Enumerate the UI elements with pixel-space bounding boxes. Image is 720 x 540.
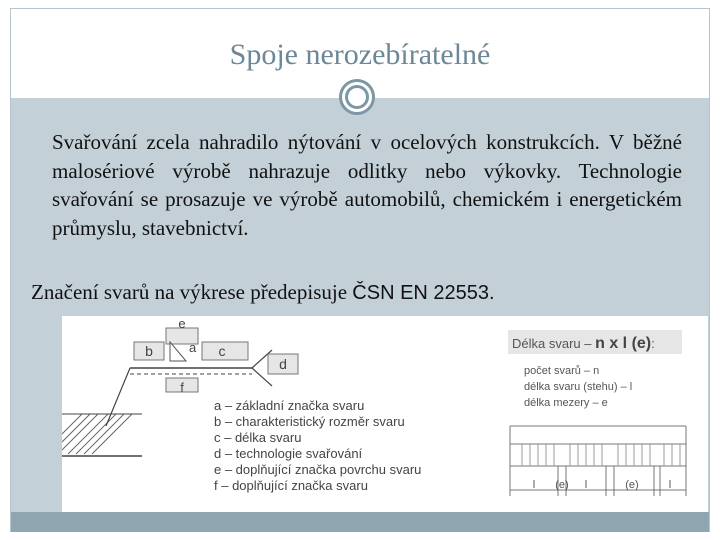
label-a: a (189, 340, 197, 355)
dim-l-2: l (584, 479, 588, 491)
label-f: f (180, 380, 184, 395)
label-b: b (145, 343, 153, 359)
dim-l-1: l (532, 479, 536, 491)
right-item-e: délka mezery – e (524, 397, 608, 409)
right-title-formula: n x l (e) (595, 335, 652, 352)
right-item-n: počet svarů – n (524, 365, 600, 377)
label-d: d (279, 356, 287, 372)
arrow-line (106, 368, 130, 426)
right-title-prefix: Délka svaru – (512, 336, 592, 351)
standard-name: ČSN EN 22553. (352, 282, 495, 304)
stitch-diagram (510, 426, 686, 496)
slide-title: Spoje nerozebíratelné (229, 38, 491, 71)
hatched-joint (62, 414, 142, 512)
right-title (512, 335, 655, 352)
weld-symbol-a (170, 342, 186, 361)
legend-item-a: a – základní značka svaru (214, 398, 365, 413)
legend-item-c: c – délka svaru (214, 430, 302, 445)
weld-figure-svg (62, 316, 708, 512)
right-item-l: délka svaru (stehu) – l (524, 381, 633, 393)
legend-item-f: f – doplňující značka svaru (214, 478, 368, 493)
legend-item-e: e – doplňující značka povrchu svaru (214, 462, 422, 477)
label-c: c (218, 343, 226, 359)
standard-line (31, 280, 495, 305)
divider-circle-inner-icon (345, 85, 369, 109)
label-e: e (178, 316, 186, 331)
dim-l-3: l (668, 479, 672, 491)
right-title-suffix: : (651, 336, 655, 351)
legend-item-d: d – technologie svařování (214, 446, 363, 461)
weld-symbol-figure (62, 316, 708, 512)
dim-e-2: (e) (625, 479, 639, 491)
standard-line-prefix: Značení svarů na výkrese předepisuje (31, 280, 353, 304)
bottom-bar (11, 512, 709, 532)
legend-item-b: b – charakteristický rozměr svaru (214, 414, 405, 429)
dim-e-1: (e) (555, 479, 569, 491)
body-paragraph: Svařování zcela nahradilo nýtování v ocelových konstrukcích. V běžné malosériové výrobě nahrazuje odlitky nebo výkovky. Technologie svařování se prosazuje ve výrobě automobilů, chemickém i energetickém průmyslu, stavebnictví. (52, 130, 682, 240)
